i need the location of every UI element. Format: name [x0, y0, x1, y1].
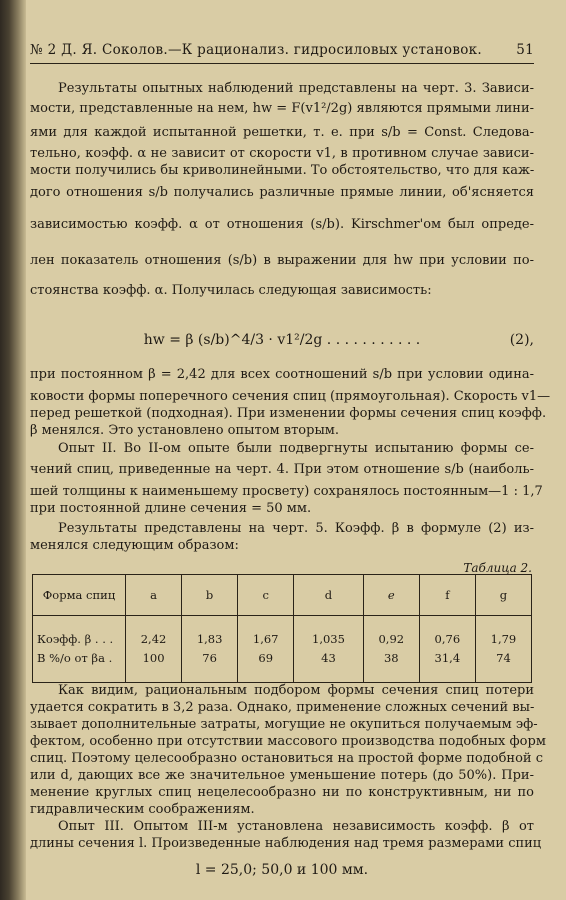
- table-header-cell: a: [126, 575, 182, 616]
- formula-lengths: l = 25,0; 50,0 и 100 мм.: [195, 862, 369, 878]
- table-cell: 1,67: [238, 616, 294, 650]
- text-line: мости, представленные на нем, hw = F(v1²/2g) являются прямыми лини-: [30, 101, 534, 116]
- book-gutter-shadow: [0, 0, 26, 900]
- text-line: стоянства коэфф. α. Получилась следующая зависимость:: [30, 283, 432, 298]
- text-line: мости получились бы криволинейными. То обстоятельство, что для каж-: [30, 163, 535, 178]
- text-line: длины сечения l. Произведенные наблюдения над тремя размерами спиц: [30, 836, 542, 851]
- table-cell: 1,79: [475, 616, 531, 650]
- text-line: при постоянном β = 2,42 для всех соотношений s/b при условии одина-: [30, 367, 534, 382]
- table-header-cell: Форма спиц: [33, 575, 126, 616]
- formula-number: (2),: [509, 332, 534, 348]
- paragraph-conclusion: [30, 682, 546, 818]
- text-line: при постоянной длине сечения = 50 мм.: [30, 501, 312, 516]
- text-line: Как видим, рациональным подбором формы сечения спиц потери: [58, 683, 534, 698]
- text-line: менялся следующим образом:: [30, 538, 239, 553]
- table-cell: 1,035: [294, 616, 364, 650]
- page-number: 51: [516, 42, 534, 58]
- header-rule: [30, 63, 534, 64]
- paragraph-results-2: [30, 520, 534, 554]
- paragraph-results: [30, 80, 534, 303]
- formula-2: [30, 332, 534, 349]
- table-cell: 100: [126, 649, 182, 683]
- table-row: [33, 649, 532, 683]
- table-cell: 0,76: [419, 616, 475, 650]
- table-cell: В %/о от βa .: [33, 649, 126, 683]
- table-cell: 38: [363, 649, 419, 683]
- table-cell: 43: [294, 649, 364, 683]
- table-header-cell: c: [238, 575, 294, 616]
- text-line: удается сократить в 3,2 раза. Однако, применение сложных сечений вы-: [30, 700, 535, 715]
- table-row: [33, 616, 532, 650]
- table-cell: 74: [475, 649, 531, 683]
- text-line: β менялся. Это установлено опытом вторым.: [30, 423, 340, 438]
- text-line: дого отношения s/b получались различные прямые линии, об'ясняется: [30, 185, 534, 200]
- text-line: ковости формы поперечного сечения спиц (прямоугольная). Скорость v1—: [30, 389, 551, 404]
- paragraph-experiment-3: [30, 818, 542, 852]
- formula-expression: hw = β (s/b)^4/3 · v1²/2g . . . . . . . . . . .: [143, 332, 421, 348]
- table-header-row: [33, 575, 532, 616]
- text-line: тельно, коэфф. α не зависит от скорости v1, в противном случае зависи-: [30, 146, 534, 161]
- text-line: Опыт III. Опытом III-м установлена независимость коэфф. β от: [58, 819, 534, 834]
- text-line: менение круглых спиц нецелесообразно ни по конструктивным, ни по: [30, 785, 534, 800]
- text-line: спиц. Поэтому целесообразно остановиться на простой форме подобной c: [30, 751, 543, 766]
- text-line: ями для каждой испытанной решетки, т. е. при s/b = Const. Следова-: [30, 125, 534, 140]
- table-header-cell: g: [475, 575, 531, 616]
- text-line: Результаты представлены на черт. 5. Коэфф. β в формуле (2) из-: [58, 521, 534, 536]
- text-line: или d, дающих все же значительное уменьшение потерь (до 50%). При-: [30, 768, 534, 783]
- table-caption: Таблица 2.: [463, 561, 532, 575]
- table-cell: Коэфф. β . . .: [33, 616, 126, 650]
- table-header-cell: e: [363, 575, 419, 616]
- text-line: зывает дополнительные затраты, могущие не окупиться получаемым эф-: [30, 717, 538, 732]
- text-line: перед решеткой (подходная). При изменении формы сечения спиц коэфф.: [30, 406, 547, 421]
- table-cell: 1,83: [182, 616, 238, 650]
- text-line: шей толщины к наименьшему просвету) сохранялось постоянным—1 : 1,7: [30, 484, 543, 499]
- table-cell: 2,42: [126, 616, 182, 650]
- text-line: зависимостью коэфф. α от отношения (s/b). Kirschmer'ом был опреде-: [30, 217, 534, 232]
- text-line: Результаты опытных наблюдений представлены на черт. 3. Зависи-: [58, 81, 534, 96]
- header-title: № 2 Д. Я. Соколов.—К рационализ. гидросиловых установок.: [30, 42, 482, 58]
- table-header-cell: f: [419, 575, 475, 616]
- paragraph-experiment-2: [30, 440, 543, 517]
- text-line: гидравлическим соображениям.: [30, 802, 255, 817]
- coefficient-table: [32, 574, 532, 683]
- table-header-cell: b: [182, 575, 238, 616]
- text-line: чений спиц, приведенные на черт. 4. При этом отношение s/b (наиболь-: [30, 462, 534, 477]
- running-header: [30, 42, 534, 59]
- table-cell: 0,92: [363, 616, 419, 650]
- table-header-cell: d: [294, 575, 364, 616]
- table-cell: 69: [238, 649, 294, 683]
- text-line: Опыт II. Во II-ом опыте были подвергнуты испытанию формы се-: [58, 441, 534, 456]
- paragraph-constant-beta: [30, 366, 551, 439]
- table-cell: 31,4: [419, 649, 475, 683]
- text-line: фектом, особенно при отсутствии массового производства подобных форм: [30, 734, 546, 749]
- text-line: лен показатель отношения (s/b) в выражении для hw при условии по-: [30, 253, 534, 268]
- table-cell: 76: [182, 649, 238, 683]
